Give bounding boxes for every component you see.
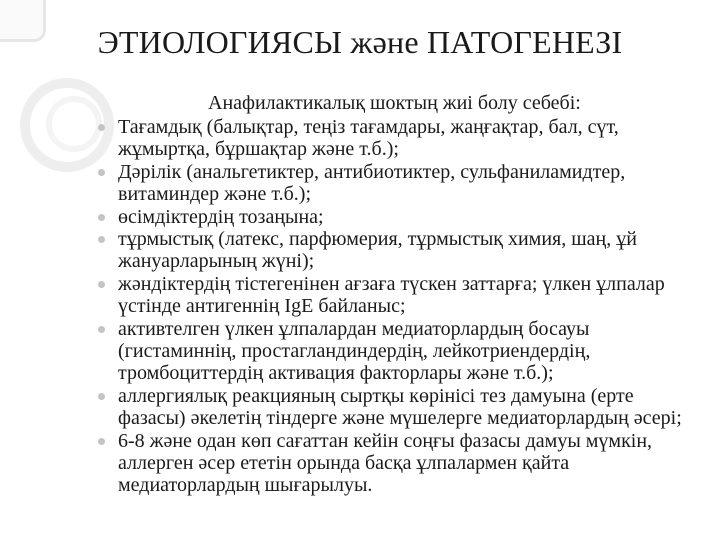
list-item (92, 228, 702, 272)
list-item (92, 116, 702, 160)
bullet-icon (98, 214, 105, 221)
list-item-text: активтелген үлкен ұлпалардан медиаторлардың босауы (гистаминнің, простагландиндердің, лейкотриендердің, тромбоциттердің активация факторлары және т.б.); (118, 317, 591, 384)
list-item-text: аллергиялық реакцияның сыртқы көрінісі тез дамуына (ерте фазасы) әкелетің тіндерге және мүшелерге медиаторлардың әсері; (118, 384, 682, 429)
list-item-text: 6-8 және одан көп сағаттан кейін соңғы фазасы дамуы мүмкін, аллерген әсер ететін орында басқа ұлпалармен қайта медиаторлардың шығарылуы. (118, 429, 653, 496)
list-item-text: өсімдіктердің тозаңына; (118, 205, 324, 228)
list-item (92, 273, 702, 317)
list-item (92, 430, 702, 496)
bullet-list (92, 116, 702, 496)
bullet-icon (98, 393, 105, 400)
list-item (92, 385, 702, 429)
bullet-icon (98, 124, 105, 131)
list-item (92, 318, 702, 384)
list-item-text: Дәрілік (анальгетиктер, антибиотиктер, сульфаниламидтер, витаминдер және т.б.); (118, 160, 626, 205)
bullet-icon (98, 281, 105, 288)
bullet-icon (98, 438, 105, 445)
list-item-text: Тағамдық (балықтар, теңіз тағамдары, жаңғақтар, бал, сүт, жұмыртқа, бұршақтар және т.б.); (118, 116, 619, 160)
bullet-icon (98, 169, 105, 176)
list-item-text: тұрмыстық (латекс, парфюмерия, тұрмыстық химия, шаң, ұй жануарларының жүні); (118, 228, 637, 273)
list-item (92, 161, 702, 205)
list-item (92, 206, 702, 228)
slide-title: ЭТИОЛОГИЯСЫ және ПАТОГЕНЕЗІ (97, 24, 623, 60)
bullet-icon (98, 326, 105, 333)
bullet-icon (98, 236, 105, 243)
slide-subtitle: Анафилактикалық шоктың жиі болу себебі: (208, 92, 581, 114)
list-item-text: жәндіктердің тістегенінен ағзаға түскен заттарға; үлкен ұлпалар үстінде антигеннің IgE байланыс; (118, 273, 665, 318)
